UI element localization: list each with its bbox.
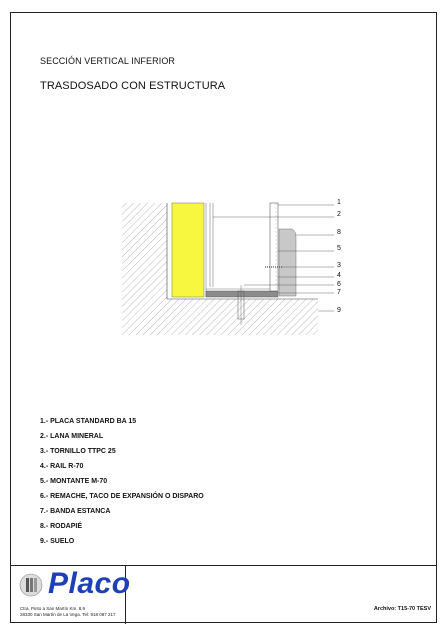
legend-item: 4.- RAIL R-70 [40, 463, 84, 470]
archive-code: Archivo: T15-70 TESV [373, 606, 431, 612]
legend-item: 8.- RODAPIÉ [40, 523, 83, 530]
legend-item: 7.- BANDA ESTANCA [40, 508, 111, 515]
legend-item: 3.- TORNILLO TTPC 25 [40, 448, 116, 455]
skirting [279, 229, 296, 296]
section-drawing [120, 195, 350, 345]
legend-item: 9.- SUELO [40, 538, 75, 545]
callout-5: 5 [337, 245, 341, 252]
legend-item: 5.- MONTANTE M-70 [40, 478, 108, 485]
callout-7: 7 [337, 289, 341, 296]
drawing-subtitle: TRASDOSADO CON ESTRUCTURA [40, 80, 226, 92]
callout-6: 6 [337, 281, 341, 288]
legend-item: 2.- LANA MINERAL [40, 433, 104, 440]
brand-name: Placo [48, 567, 131, 600]
mineral-wool [172, 203, 204, 297]
callout-3: 3 [337, 262, 341, 269]
legend-item: 1.- PLACA STANDARD BA 15 [40, 418, 137, 425]
callout-1: 1 [337, 199, 341, 206]
legend-item: 6.- REMACHE, TACO DE EXPANSIÓN O DISPARO [40, 493, 204, 500]
legend [40, 414, 204, 549]
section-title: SECCIÓN VERTICAL INFERIOR [40, 56, 176, 66]
plasterboard [270, 203, 278, 291]
callout-4: 4 [337, 272, 341, 279]
callout-2: 2 [337, 211, 341, 218]
floor-slab [122, 299, 318, 335]
existing-wall [122, 203, 167, 299]
address-line-1: Ctra. Pinto a San Martín Km. 8,9 [20, 606, 86, 611]
placo-logo-icon [18, 571, 44, 599]
rail-r70 [206, 291, 278, 297]
callout-9: 9 [337, 307, 341, 314]
title-block [10, 565, 437, 624]
callout-8: 8 [337, 229, 341, 236]
address-line-2: 28330 San Martín de La Vega. Tel: 918 087 217 [20, 612, 116, 617]
